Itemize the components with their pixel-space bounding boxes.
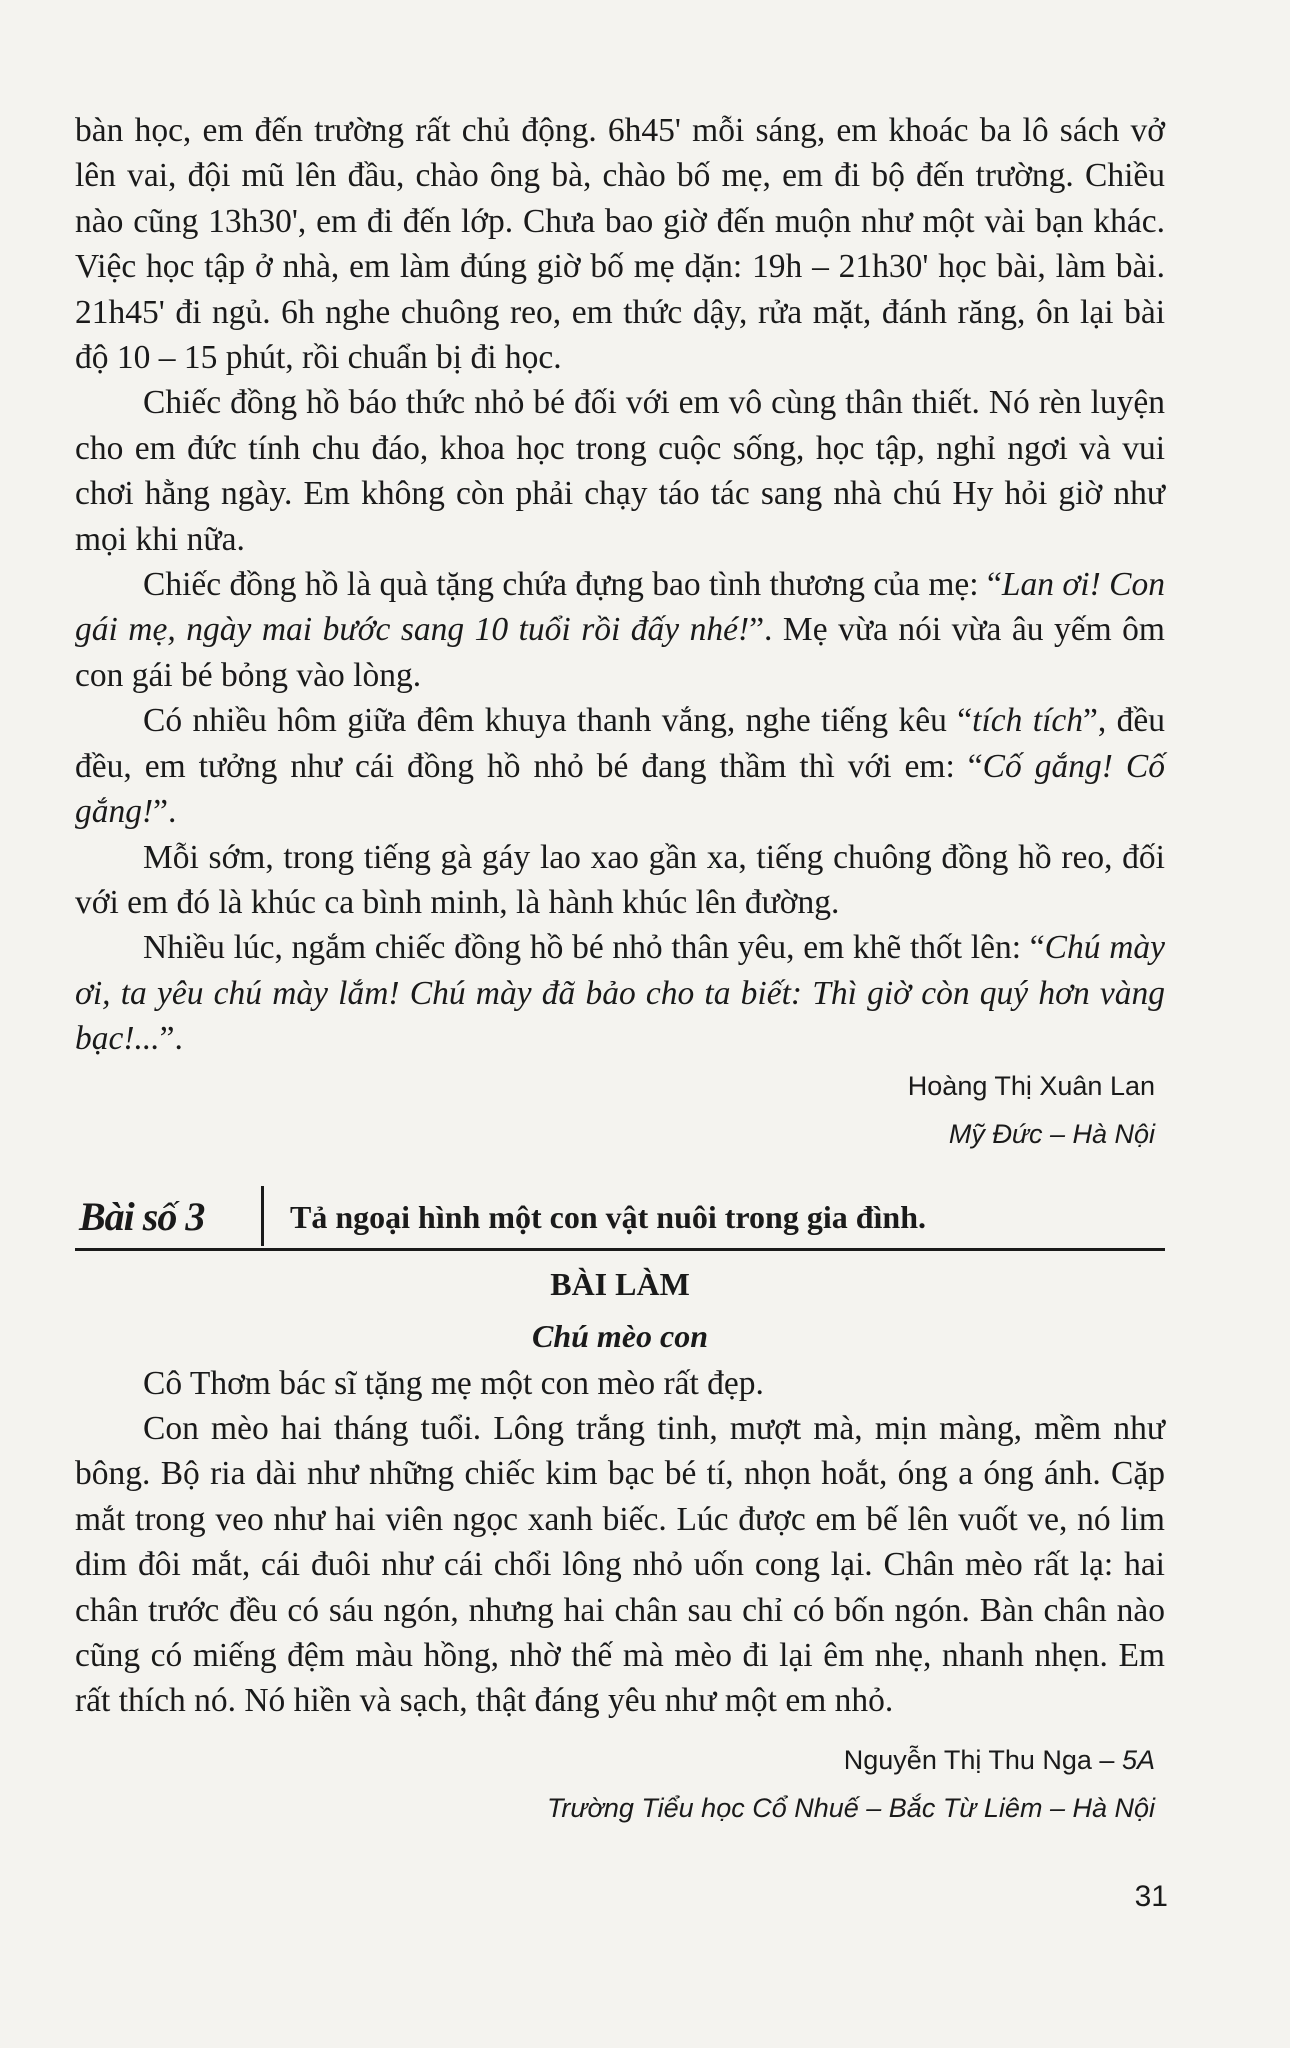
paragraph-6 — [75, 925, 1165, 1061]
paragraph-3-quote: Lan ơi! Con gái mẹ, ngày mai bước sang 10 tuổi rồi đấy nhé! — [75, 566, 1165, 649]
paragraph-4-text-e: ”. — [153, 793, 177, 831]
paragraph-4 — [75, 698, 1165, 834]
author-signature-2 — [75, 1736, 1165, 1832]
author-name-2: Nguyễn Thị Thu Nga – — [843, 1744, 1115, 1775]
paragraph-3 — [75, 562, 1165, 698]
paragraph-4-text-a: Có nhiều hôm giữa đêm khuya thanh vắng, nghe tiếng kêu “ — [143, 702, 973, 740]
essay-paragraph-1: Cô Thơm bác sĩ tặng mẹ một con mèo rất đẹp. — [143, 1364, 764, 1402]
paragraph-1: bàn học, em đến trường rất chủ động. 6h45' mỗi sáng, em khoác ba lô sách vở lên vai, đội mũ lên đầu, chào ông bà, chào bố mẹ, em đi bộ đến trường. Chiều nào cũng 13h30', em đi đến lớp. Chưa bao giờ đến muộn như một vài bạn khác. Việc học tập ở nhà, em làm đúng giờ bố mẹ dặn: 19h – 21h30' học bài, làm bài. 21h45' đi ngủ. 6h nghe chuông reo, em thức dậy, rửa mặt, đánh răng, ôn lại bài độ 10 – 15 phút, rồi chuẩn bị đi học. — [75, 112, 1165, 377]
paragraph-6-quote: Chú mày ơi, ta yêu chú mày lắm! Chú mày đã bảo cho ta biết: Thì giờ còn quý hơn vàng bạc!... — [75, 929, 1165, 1058]
author-school-2: Trường Tiểu học Cổ Nhuế – Bắc Từ Liêm – Hà Nội — [546, 1792, 1155, 1823]
essay-paragraph-2: Con mèo hai tháng tuổi. Lông trắng tinh, mượt mà, mịn màng, mềm như bông. Bộ ria dài như những chiếc kim bạc bé tí, nhọn hoắt, óng a óng ánh. Cặp mắt trong veo như hai viên ngọc xanh biếc. Lúc được em bế lên vuốt ve, nó lim dim đôi mắt, cái đuôi như cái chổi lông nhỏ uốn cong lại. Chân mèo rất lạ: hai chân trước đều có sáu ngón, nhưng hai chân sau chỉ có bốn ngón. Bàn chân nào cũng có miếng đệm màu hồng, nhờ thế mà mèo đi lại êm nhẹ, nhanh nhẹn. Em rất thích nó. Nó hiền và sạch, thật đáng yêu như một em nhỏ. — [75, 1409, 1165, 1720]
author-class-2: 5A — [1121, 1744, 1155, 1775]
paragraph-3-text-c: ”. Mẹ vừa nói vừa âu yếm ôm con gái bé bỏng vào lòng. — [75, 611, 1165, 694]
task-label: Bài số 3 — [79, 1193, 205, 1239]
paragraph-5: Mỗi sớm, trong tiếng gà gáy lao xao gần xa, tiếng chuông đồng hồ reo, đối với em đó là khúc ca bình minh, là hành khúc lên đường. — [75, 838, 1165, 921]
author-name-1: Hoàng Thị Xuân Lan — [907, 1070, 1155, 1101]
paragraph-3-text-a: Chiếc đồng hồ là quà tặng chứa đựng bao tình thương của mẹ: “ — [143, 566, 1002, 604]
task-rule — [75, 1248, 1165, 1251]
page-body — [75, 108, 1165, 1832]
paragraph-4-quote: Cố gắng! Cố gắng! — [75, 747, 1165, 831]
essay-title: Chú mèo con — [531, 1317, 709, 1354]
author-place-1: Mỹ Đức – Hà Nội — [948, 1118, 1155, 1149]
task-header — [75, 1182, 1165, 1246]
task-title: Tả ngoại hình một con vật nuôi trong gia đình. — [290, 1198, 927, 1235]
paragraph-2: Chiếc đồng hồ báo thức nhỏ bé đối với em vô cùng thân thiết. Nó rèn luyện cho em đức tính chu đáo, khoa học trong cuộc sống, học tập, nghỉ ngơi và vui chơi hằng ngày. Em không còn phải chạy táo tác sang nhà chú Hy hỏi giờ như mọi khi nữa. — [75, 384, 1165, 558]
paragraph-4-text-c: ”, đều đều, em tưởng như cái đồng hồ nhỏ bé đang thầm thì với em: “ — [75, 702, 1166, 785]
author-signature-1 — [75, 1062, 1165, 1158]
paragraph-6-text-a: Nhiều lúc, ngắm chiếc đồng hồ bé nhỏ thân yêu, em khẽ thốt lên: “ — [143, 929, 1045, 967]
page-number: 31 — [1134, 1880, 1168, 1913]
task-separator — [261, 1186, 264, 1246]
paragraph-6-text-c: ”. — [159, 1020, 183, 1058]
author-line-2 — [75, 1736, 1155, 1784]
paragraph-4-sound: tích tích — [972, 702, 1084, 740]
bai-lam-heading: BÀI LÀM — [550, 1265, 690, 1302]
